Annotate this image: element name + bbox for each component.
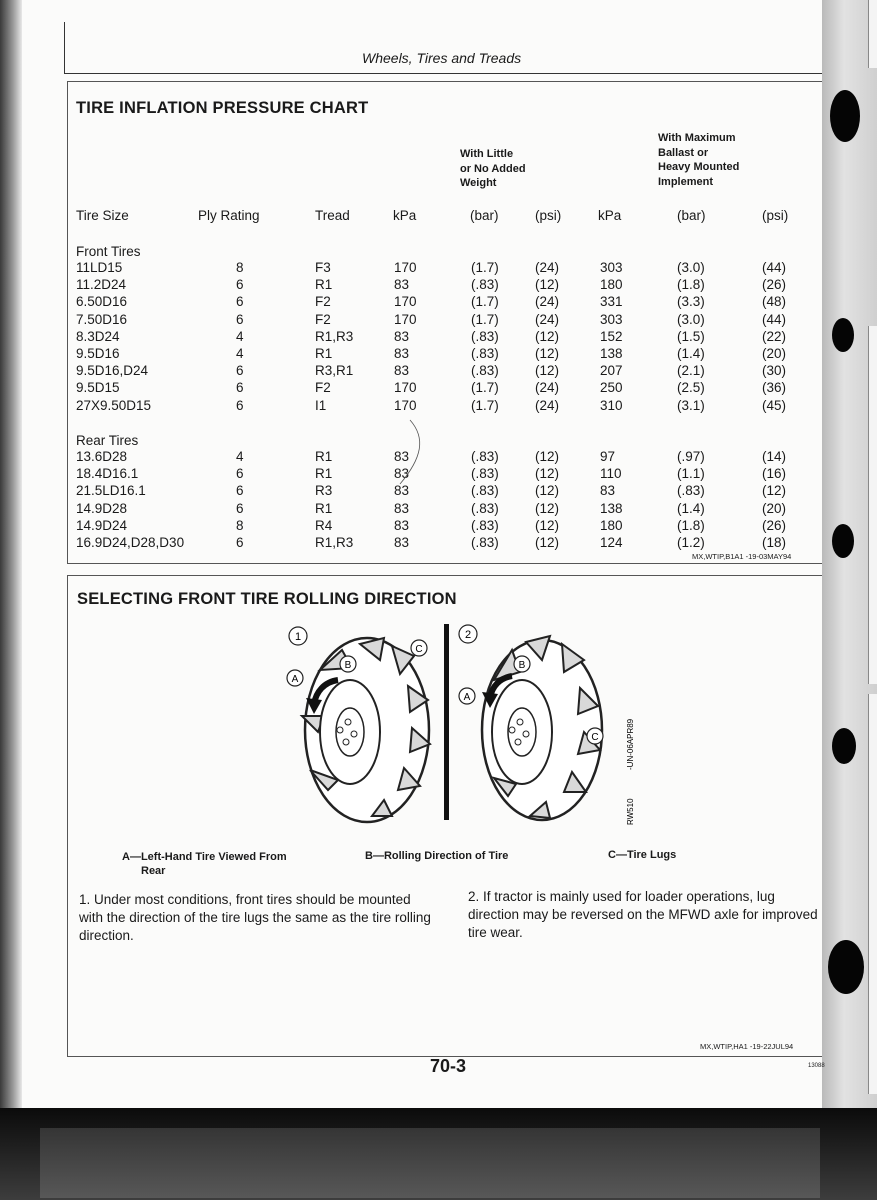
section-tab xyxy=(868,326,877,684)
cell-psi-max: (12) xyxy=(762,483,787,499)
cell-psi-max: (20) xyxy=(762,346,787,361)
cell-psi-max: (48) xyxy=(762,294,787,310)
cell-tire-size: 11.2D24 xyxy=(76,277,127,293)
figure-code-upper: -UN-06APR89 xyxy=(626,718,635,770)
col-header-psi-max: (psi) xyxy=(762,208,789,223)
cell-tire-size: 14.9D24 xyxy=(76,517,128,533)
cell-kpa: 170 xyxy=(394,260,417,275)
cell-bar-max: (1.8) xyxy=(677,277,705,293)
group2-header-line: Implement xyxy=(658,175,714,188)
cell-psi: (12) xyxy=(535,363,560,379)
table-row xyxy=(0,380,822,397)
table-row xyxy=(0,260,822,277)
table-row xyxy=(0,329,822,346)
cell-bar-max: (1.4) xyxy=(677,500,705,516)
cell-tire-size: 7.50D16 xyxy=(76,311,128,327)
cell-psi: (12) xyxy=(535,346,560,361)
background-surface-inner xyxy=(40,1128,820,1198)
cell-kpa-max: 303 xyxy=(600,260,623,275)
cell-kpa-max: 310 xyxy=(600,397,623,413)
cell-tread: R3,R1 xyxy=(315,363,354,379)
cell-kpa: 83 xyxy=(394,500,410,516)
cell-psi-max: (45) xyxy=(762,397,787,413)
cell-psi: (24) xyxy=(535,380,560,396)
cell-bar: (.83) xyxy=(471,363,499,379)
figure-code-lower: RW510 xyxy=(626,798,635,825)
cell-psi: (12) xyxy=(535,517,560,533)
cell-tread: F2 xyxy=(315,294,331,310)
table-row xyxy=(0,518,822,535)
cell-psi-max: (26) xyxy=(762,517,787,533)
group2-header-line: Ballast or xyxy=(658,146,709,159)
cell-psi: (12) xyxy=(535,277,560,293)
caption-a-line2: Rear xyxy=(141,865,166,877)
cell-bar: (1.7) xyxy=(471,311,499,327)
cell-tire-size: 16.9D24,D28,D30 xyxy=(76,535,185,550)
cell-bar-max: (1.1) xyxy=(677,466,705,482)
cell-psi: (12) xyxy=(535,535,560,550)
cell-tread: R1 xyxy=(315,449,333,464)
cell-tire-size: 27X9.50D15 xyxy=(76,397,152,413)
figure-divider xyxy=(444,624,449,820)
cell-tire-size: 8.3D24 xyxy=(76,328,120,344)
caption-a-line1: A—Left-Hand Tire Viewed From xyxy=(122,851,287,863)
figure-label-c2: C xyxy=(591,732,599,743)
cell-tread: R4 xyxy=(315,517,333,533)
cell-ply-rating: 4 xyxy=(236,328,244,344)
cell-tread: R3 xyxy=(315,483,333,499)
cell-ply-rating: 6 xyxy=(236,535,244,550)
cell-ply-rating: 6 xyxy=(236,483,244,499)
cell-ply-rating: 4 xyxy=(236,346,244,361)
cell-kpa: 83 xyxy=(394,535,410,550)
group1-header-line: or No Added xyxy=(460,162,526,175)
chart-code: MX,WTIP,B1A1 -19-03MAY94 xyxy=(692,552,792,561)
cell-psi-max: (18) xyxy=(762,535,787,550)
cell-kpa: 170 xyxy=(394,294,417,310)
col-header-bar: (bar) xyxy=(470,208,499,223)
cell-ply-rating: 6 xyxy=(236,500,244,516)
group1-header-line: With Little xyxy=(460,148,514,160)
cell-kpa-max: 83 xyxy=(600,483,616,499)
col-header-kpa-max: kPa xyxy=(598,208,622,223)
rolling-direction-title: SELECTING FRONT TIRE ROLLING DIRECTION xyxy=(77,590,457,608)
section-tab xyxy=(868,694,877,1094)
cell-bar: (1.7) xyxy=(471,397,499,413)
binder-hole xyxy=(830,90,860,142)
cell-kpa-max: 250 xyxy=(600,380,623,396)
figure-label-a2: A xyxy=(463,692,471,703)
side-number: 13088 xyxy=(808,1063,825,1069)
cell-bar-max: (3.0) xyxy=(677,260,705,275)
group1-header-line: Weight xyxy=(460,177,497,189)
group2-header-line: With Maximum xyxy=(658,132,736,144)
cell-kpa-max: 138 xyxy=(600,500,623,516)
cell-psi: (24) xyxy=(535,311,560,327)
cell-psi-max: (44) xyxy=(762,311,787,327)
cell-kpa: 83 xyxy=(394,517,410,533)
cell-bar-max: (3.0) xyxy=(677,311,705,327)
cell-ply-rating: 6 xyxy=(236,277,244,293)
cell-kpa-max: 180 xyxy=(600,277,623,293)
col-header-bar-max: (bar) xyxy=(677,208,706,223)
figure-label-b2: B xyxy=(518,660,526,671)
col-header-ply-rating: Ply Rating xyxy=(198,208,260,223)
rolling-code: MX,WTIP,HA1 -19-22JUL94 xyxy=(700,1042,794,1051)
table-row xyxy=(0,501,822,518)
cell-kpa: 83 xyxy=(394,277,410,293)
cell-kpa: 170 xyxy=(394,380,417,396)
cell-bar: (.83) xyxy=(471,483,499,499)
binder-hole xyxy=(832,524,854,558)
cell-tire-size: 9.5D16 xyxy=(76,346,120,361)
cell-bar: (1.7) xyxy=(471,260,499,275)
cell-ply-rating: 6 xyxy=(236,380,244,396)
cell-ply-rating: 6 xyxy=(236,363,244,379)
cell-psi-max: (22) xyxy=(762,328,787,344)
cell-kpa-max: 110 xyxy=(600,466,622,482)
table-row xyxy=(0,312,822,329)
cell-psi-max: (36) xyxy=(762,380,787,396)
cell-tread: F2 xyxy=(315,380,331,396)
cell-bar-max: (1.2) xyxy=(677,535,705,550)
table-row xyxy=(0,363,822,380)
cell-kpa-max: 303 xyxy=(600,311,623,327)
cell-psi-max: (16) xyxy=(762,466,787,482)
cell-tire-size: 14.9D28 xyxy=(76,500,128,516)
figure-label-2: 2 xyxy=(464,629,472,641)
cell-kpa-max: 152 xyxy=(600,328,623,344)
cell-tire-size: 9.5D15 xyxy=(76,380,120,396)
cell-bar: (.83) xyxy=(471,328,499,344)
cell-bar: (.83) xyxy=(471,535,499,550)
cell-bar-max: (.97) xyxy=(677,449,705,464)
page-number: 70-3 xyxy=(430,1056,467,1076)
tire-rolling-figure xyxy=(280,620,640,835)
cell-kpa: 83 xyxy=(394,346,410,361)
table-row xyxy=(0,346,822,363)
cell-tire-size: 18.4D16.1 xyxy=(76,466,139,482)
cell-tread: R1 xyxy=(315,277,333,293)
cell-kpa-max: 124 xyxy=(600,535,623,550)
table-row xyxy=(0,294,822,311)
cell-kpa-max: 97 xyxy=(600,449,616,464)
cell-tread: I1 xyxy=(315,397,327,413)
figure-label-c1: C xyxy=(415,644,423,655)
pen-mark xyxy=(392,418,432,488)
cell-bar: (.83) xyxy=(471,517,499,533)
header-rule xyxy=(64,73,822,74)
paragraph-2: 2. If tractor is mainly used for loader operations, lug direction may be reversed on the MFWD axle for improved tire wear. xyxy=(468,889,818,940)
cell-ply-rating: 8 xyxy=(236,260,244,275)
cell-kpa: 83 xyxy=(394,483,410,499)
cell-tire-size: 11LD15 xyxy=(76,260,123,275)
table-row xyxy=(0,535,822,552)
group1-header xyxy=(460,147,526,191)
table-row xyxy=(0,277,822,294)
cell-bar-max: (3.3) xyxy=(677,294,705,310)
cell-bar-max: (.83) xyxy=(677,483,705,499)
group2-header-line: Heavy Mounted xyxy=(658,161,740,173)
inflation-chart-title: TIRE INFLATION PRESSURE CHART xyxy=(76,99,369,117)
cell-bar: (.83) xyxy=(471,500,499,516)
cell-psi: (12) xyxy=(535,328,560,344)
cell-psi-max: (30) xyxy=(762,363,787,379)
binder-hole xyxy=(832,318,854,352)
col-header-tire-size: Tire Size xyxy=(76,208,129,223)
running-head: Wheels, Tires and Treads xyxy=(362,50,522,66)
cell-kpa: 170 xyxy=(394,397,417,413)
cell-bar-max: (2.5) xyxy=(677,380,705,396)
col-header-tread: Tread xyxy=(315,208,350,223)
cell-psi: (24) xyxy=(535,294,560,310)
cell-kpa: 83 xyxy=(394,363,410,379)
cell-tread: R1 xyxy=(315,500,333,516)
cell-psi: (12) xyxy=(535,449,560,464)
background-surface xyxy=(0,1108,877,1200)
cell-bar-max: (1.5) xyxy=(677,328,705,344)
cell-tread: F3 xyxy=(315,260,331,275)
cell-kpa: 83 xyxy=(394,449,410,464)
cell-kpa: 83 xyxy=(394,466,410,482)
cell-psi-max: (26) xyxy=(762,277,787,293)
header-rule-vertical xyxy=(64,22,65,74)
cell-tread: R1 xyxy=(315,346,333,361)
paragraph-1: 1. Under most conditions, front tires should be mounted with the direction of the tire lugs the same as the tire rolling direction. xyxy=(79,892,431,943)
cell-psi-max: (44) xyxy=(762,260,787,275)
cell-kpa: 170 xyxy=(394,311,417,327)
cell-psi: (24) xyxy=(535,397,560,413)
cell-kpa: 83 xyxy=(394,328,410,344)
front-tires-label: Front Tires xyxy=(76,244,141,259)
cell-psi: (24) xyxy=(535,260,560,275)
binder-hole xyxy=(828,940,864,994)
cell-ply-rating: 6 xyxy=(236,397,244,413)
cell-tread: R1,R3 xyxy=(315,535,354,550)
caption-a xyxy=(122,851,287,877)
cell-kpa-max: 138 xyxy=(600,346,623,361)
cell-tire-size: 9.5D16,D24 xyxy=(76,363,149,379)
caption-b: B—Rolling Direction of Tire xyxy=(365,850,509,862)
cell-ply-rating: 4 xyxy=(236,449,244,464)
cell-bar-max: (1.4) xyxy=(677,346,705,361)
cell-psi-max: (20) xyxy=(762,500,787,516)
cell-kpa-max: 207 xyxy=(600,363,623,379)
caption-c: C—Tire Lugs xyxy=(608,849,677,861)
tire-illustration-2 xyxy=(482,636,602,820)
cell-bar: (1.7) xyxy=(471,380,499,396)
cell-kpa-max: 180 xyxy=(600,517,623,533)
cell-psi: (12) xyxy=(535,466,560,482)
cell-psi-max: (14) xyxy=(762,449,787,464)
figure-label-a1: A xyxy=(291,674,299,685)
group2-header xyxy=(658,131,739,189)
cell-bar: (.83) xyxy=(471,277,499,293)
cell-ply-rating: 6 xyxy=(236,466,244,482)
cell-psi: (12) xyxy=(535,483,560,499)
figure-label-1: 1 xyxy=(294,631,302,643)
binding-shadow xyxy=(0,0,22,1108)
cell-tread: R1 xyxy=(315,466,333,482)
cell-bar: (1.7) xyxy=(471,294,499,310)
cell-ply-rating: 6 xyxy=(236,311,244,327)
cell-ply-rating: 8 xyxy=(236,517,244,533)
cell-psi: (12) xyxy=(535,500,560,516)
cell-bar-max: (2.1) xyxy=(677,363,705,379)
col-header-kpa: kPa xyxy=(393,208,417,223)
cell-tire-size: 21.5LD16.1 xyxy=(76,483,146,499)
binder-hole xyxy=(832,728,856,764)
figure-label-b1: B xyxy=(344,660,352,671)
cell-tire-size: 13.6D28 xyxy=(76,449,128,464)
cell-kpa-max: 331 xyxy=(600,294,623,310)
cell-bar: (.83) xyxy=(471,449,499,464)
cell-bar: (.83) xyxy=(471,346,499,361)
cell-bar: (.83) xyxy=(471,466,499,482)
cell-bar-max: (1.8) xyxy=(677,517,705,533)
section-tab xyxy=(868,0,877,68)
col-header-psi: (psi) xyxy=(535,208,562,223)
cell-ply-rating: 6 xyxy=(236,294,244,310)
cell-tread: R1,R3 xyxy=(315,328,354,344)
cell-bar-max: (3.1) xyxy=(677,397,705,413)
rear-tires-label: Rear Tires xyxy=(76,433,139,448)
cell-tire-size: 6.50D16 xyxy=(76,294,128,310)
table-row xyxy=(0,398,822,415)
tire-illustration-1 xyxy=(302,638,430,822)
cell-tread: F2 xyxy=(315,311,331,327)
